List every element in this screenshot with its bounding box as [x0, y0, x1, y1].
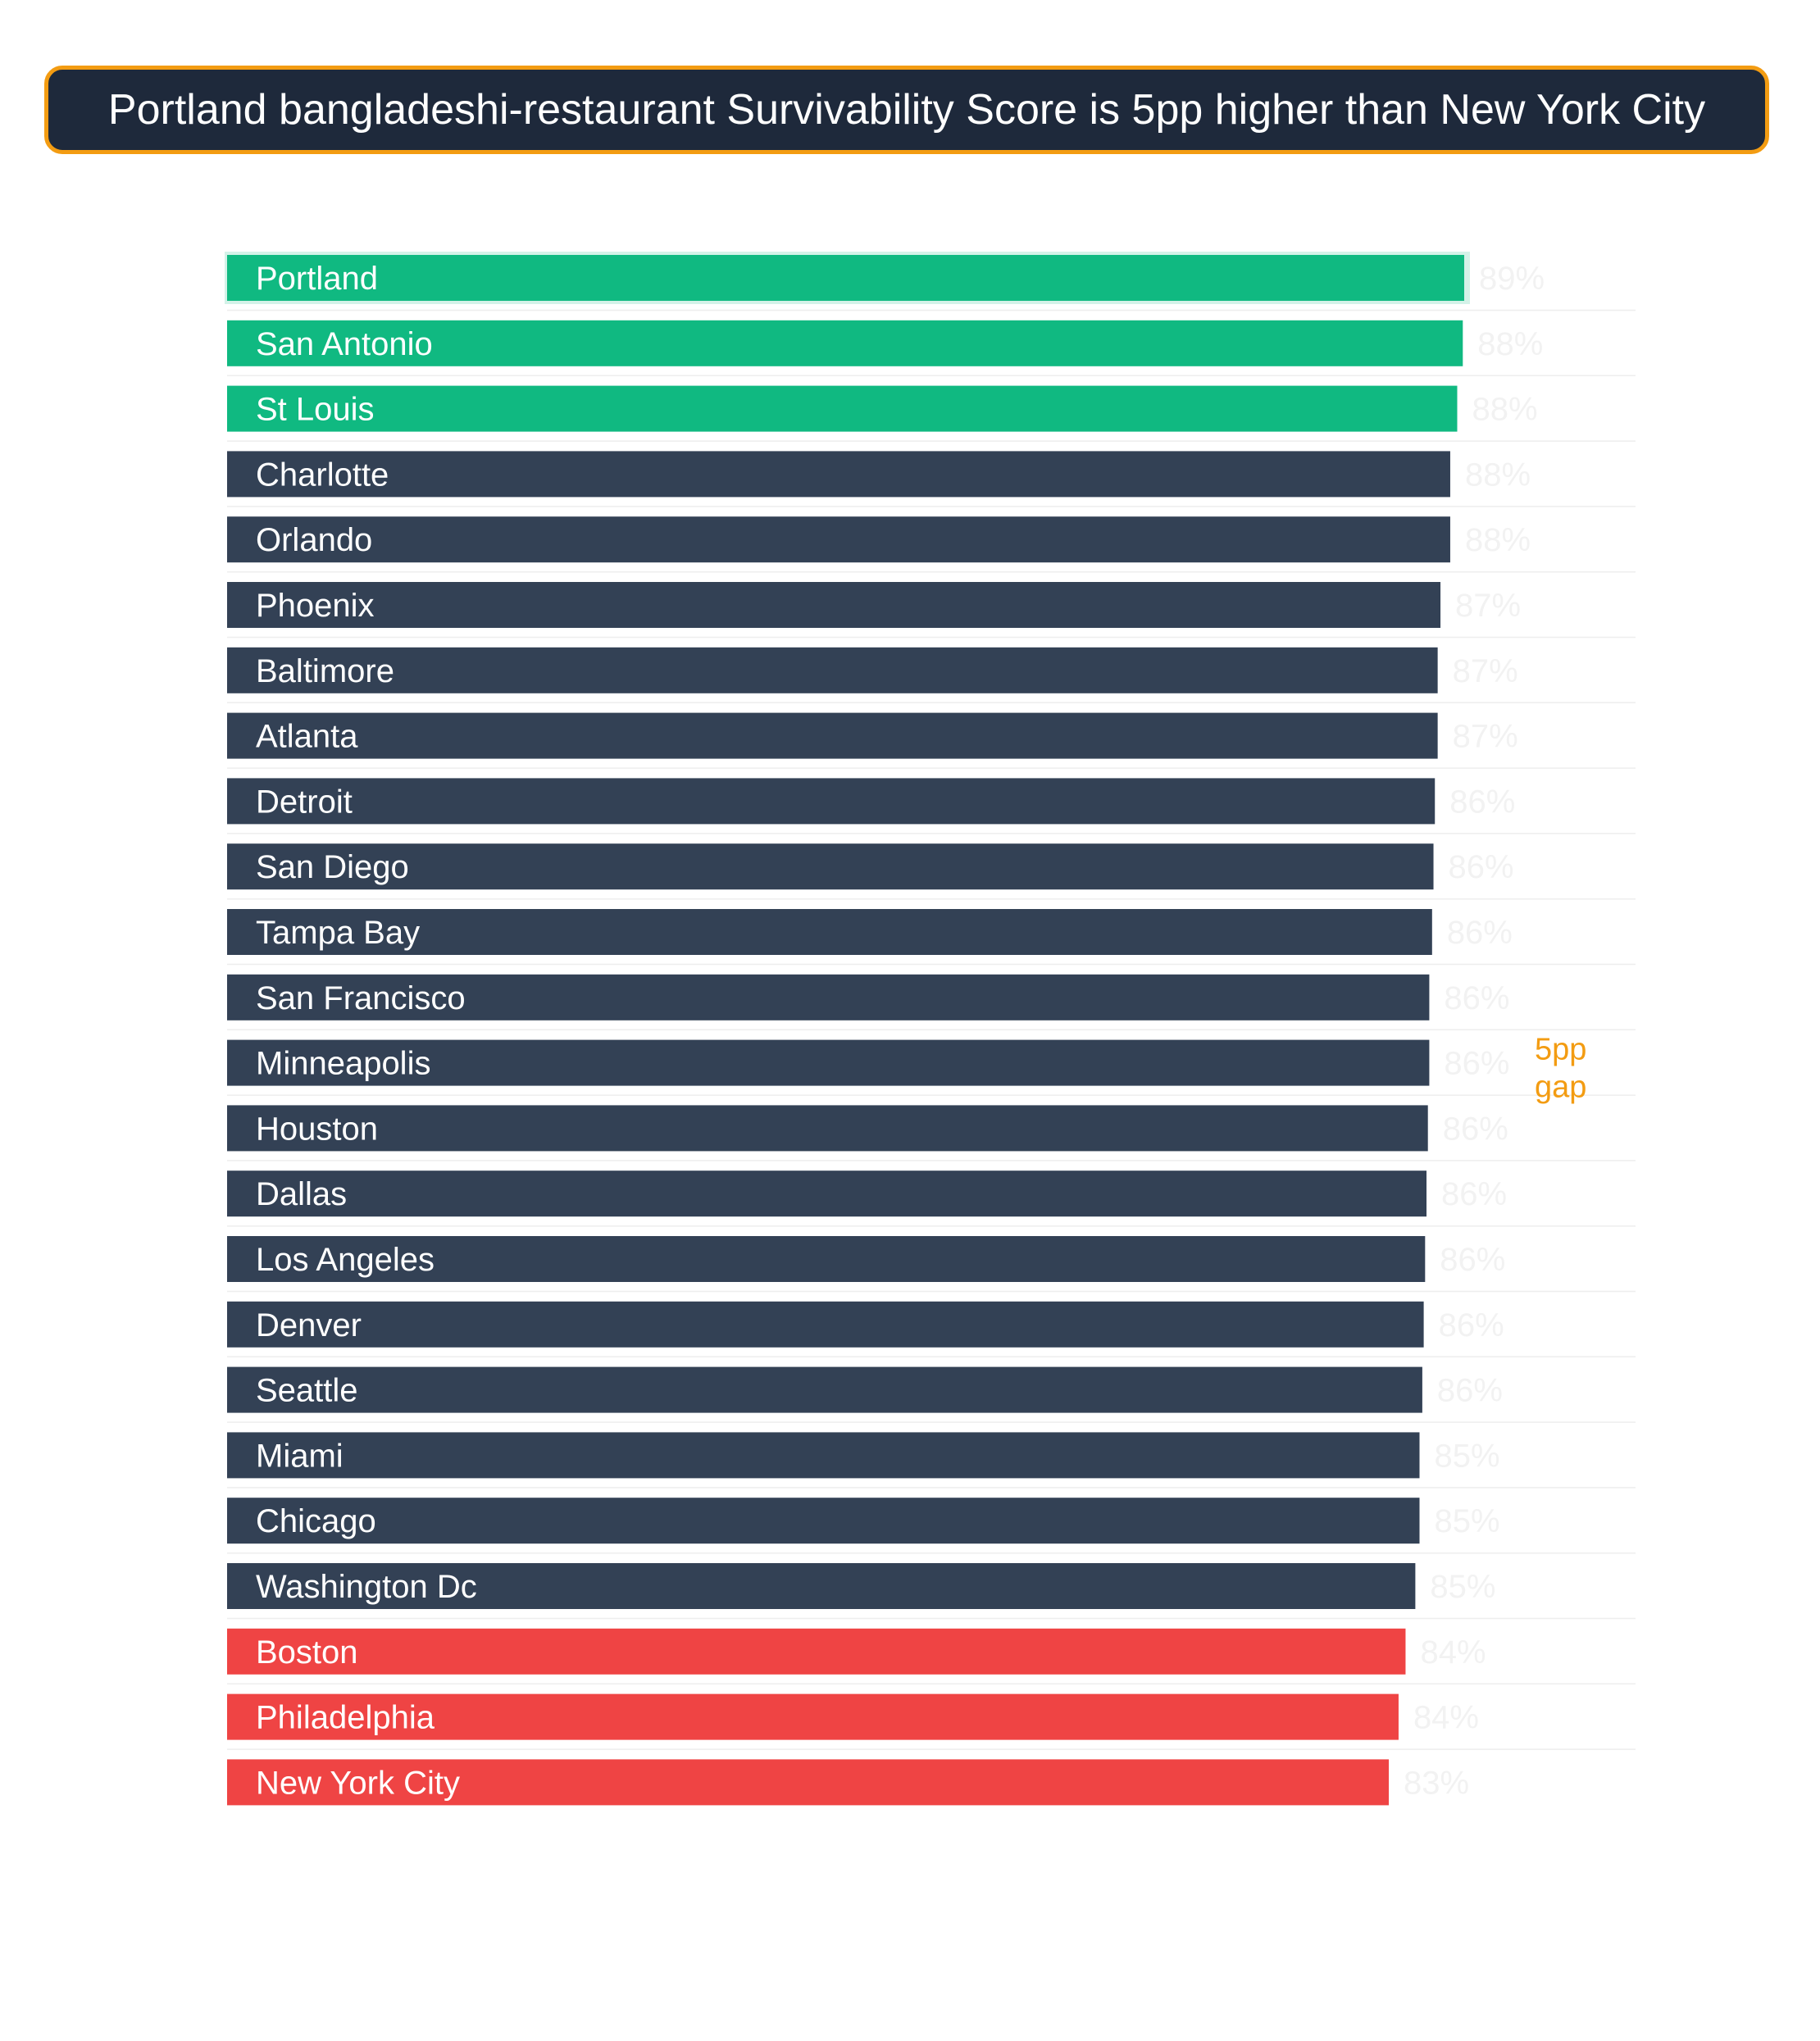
value-label: 86%	[1438, 1307, 1504, 1343]
bar-label: Washington Dc	[256, 1569, 477, 1605]
value-label: 87%	[1455, 588, 1522, 624]
bar-label: Orlando	[256, 522, 373, 559]
value-label: 86%	[1440, 1242, 1506, 1278]
bar-label: Seattle	[256, 1372, 358, 1409]
value-label: 88%	[1464, 522, 1531, 559]
value-label: 88%	[1477, 325, 1544, 362]
bar-label: San Antonio	[256, 325, 433, 362]
value-label: 87%	[1452, 652, 1518, 689]
bar-label: Boston	[256, 1634, 358, 1671]
value-label: 85%	[1434, 1503, 1500, 1540]
bar-label: Philadelphia	[256, 1699, 435, 1736]
bar	[227, 516, 1450, 562]
bar-label: Chicago	[256, 1503, 376, 1540]
bar	[227, 1629, 1405, 1675]
bar-label: Baltimore	[256, 652, 394, 689]
value-label: 86%	[1448, 849, 1514, 886]
bar	[227, 1171, 1426, 1216]
value-label: 86%	[1449, 784, 1516, 820]
bar-label: Detroit	[256, 784, 353, 820]
bar-label: Los Angeles	[256, 1242, 435, 1278]
bar-label: Phoenix	[256, 588, 375, 624]
bar-label: Tampa Bay	[256, 915, 421, 951]
value-label: 85%	[1430, 1569, 1496, 1605]
bar	[227, 1367, 1422, 1413]
bar	[227, 1498, 1419, 1543]
bar	[227, 778, 1435, 824]
value-label: 86%	[1444, 980, 1510, 1016]
value-label: 86%	[1444, 1045, 1510, 1082]
bar	[227, 451, 1450, 497]
value-label: 89%	[1479, 261, 1545, 297]
gap-annotation: 5pp	[1535, 1032, 1587, 1067]
bar	[227, 713, 1438, 759]
value-label: 88%	[1472, 391, 1538, 428]
bar-label: Denver	[256, 1307, 362, 1343]
bar	[227, 1302, 1424, 1348]
bar	[227, 1105, 1428, 1151]
value-label: 86%	[1436, 1372, 1503, 1409]
bar-label: Portland	[256, 261, 378, 297]
bar	[227, 255, 1464, 301]
bar-label: San Francisco	[256, 980, 466, 1016]
bar	[227, 582, 1440, 628]
bar-label: Dallas	[256, 1176, 348, 1213]
bar-label: Miami	[256, 1438, 344, 1475]
value-label: 86%	[1442, 1111, 1508, 1148]
value-label: 85%	[1434, 1438, 1500, 1475]
bar	[227, 386, 1457, 432]
bar-label: Houston	[256, 1111, 378, 1148]
gap-annotation: gap	[1535, 1070, 1587, 1105]
chart-title: Portland bangladeshi-restaurant Survivability Score is 5pp higher than New York City	[107, 86, 1706, 134]
bar	[227, 1432, 1419, 1478]
bar-label: Atlanta	[256, 718, 358, 755]
value-label: 86%	[1446, 915, 1513, 951]
bar-label: San Diego	[256, 849, 409, 886]
bar-label: Charlotte	[256, 457, 389, 493]
bar-label: St Louis	[256, 391, 375, 428]
value-label: 84%	[1413, 1699, 1480, 1736]
value-label: 87%	[1452, 718, 1518, 755]
value-label: 88%	[1464, 457, 1531, 493]
bar-label: Minneapolis	[256, 1045, 431, 1082]
value-label: 84%	[1420, 1634, 1486, 1671]
value-label: 83%	[1404, 1765, 1470, 1802]
value-label: 86%	[1441, 1176, 1508, 1213]
bar	[227, 648, 1438, 693]
bar-label: New York City	[256, 1765, 460, 1802]
